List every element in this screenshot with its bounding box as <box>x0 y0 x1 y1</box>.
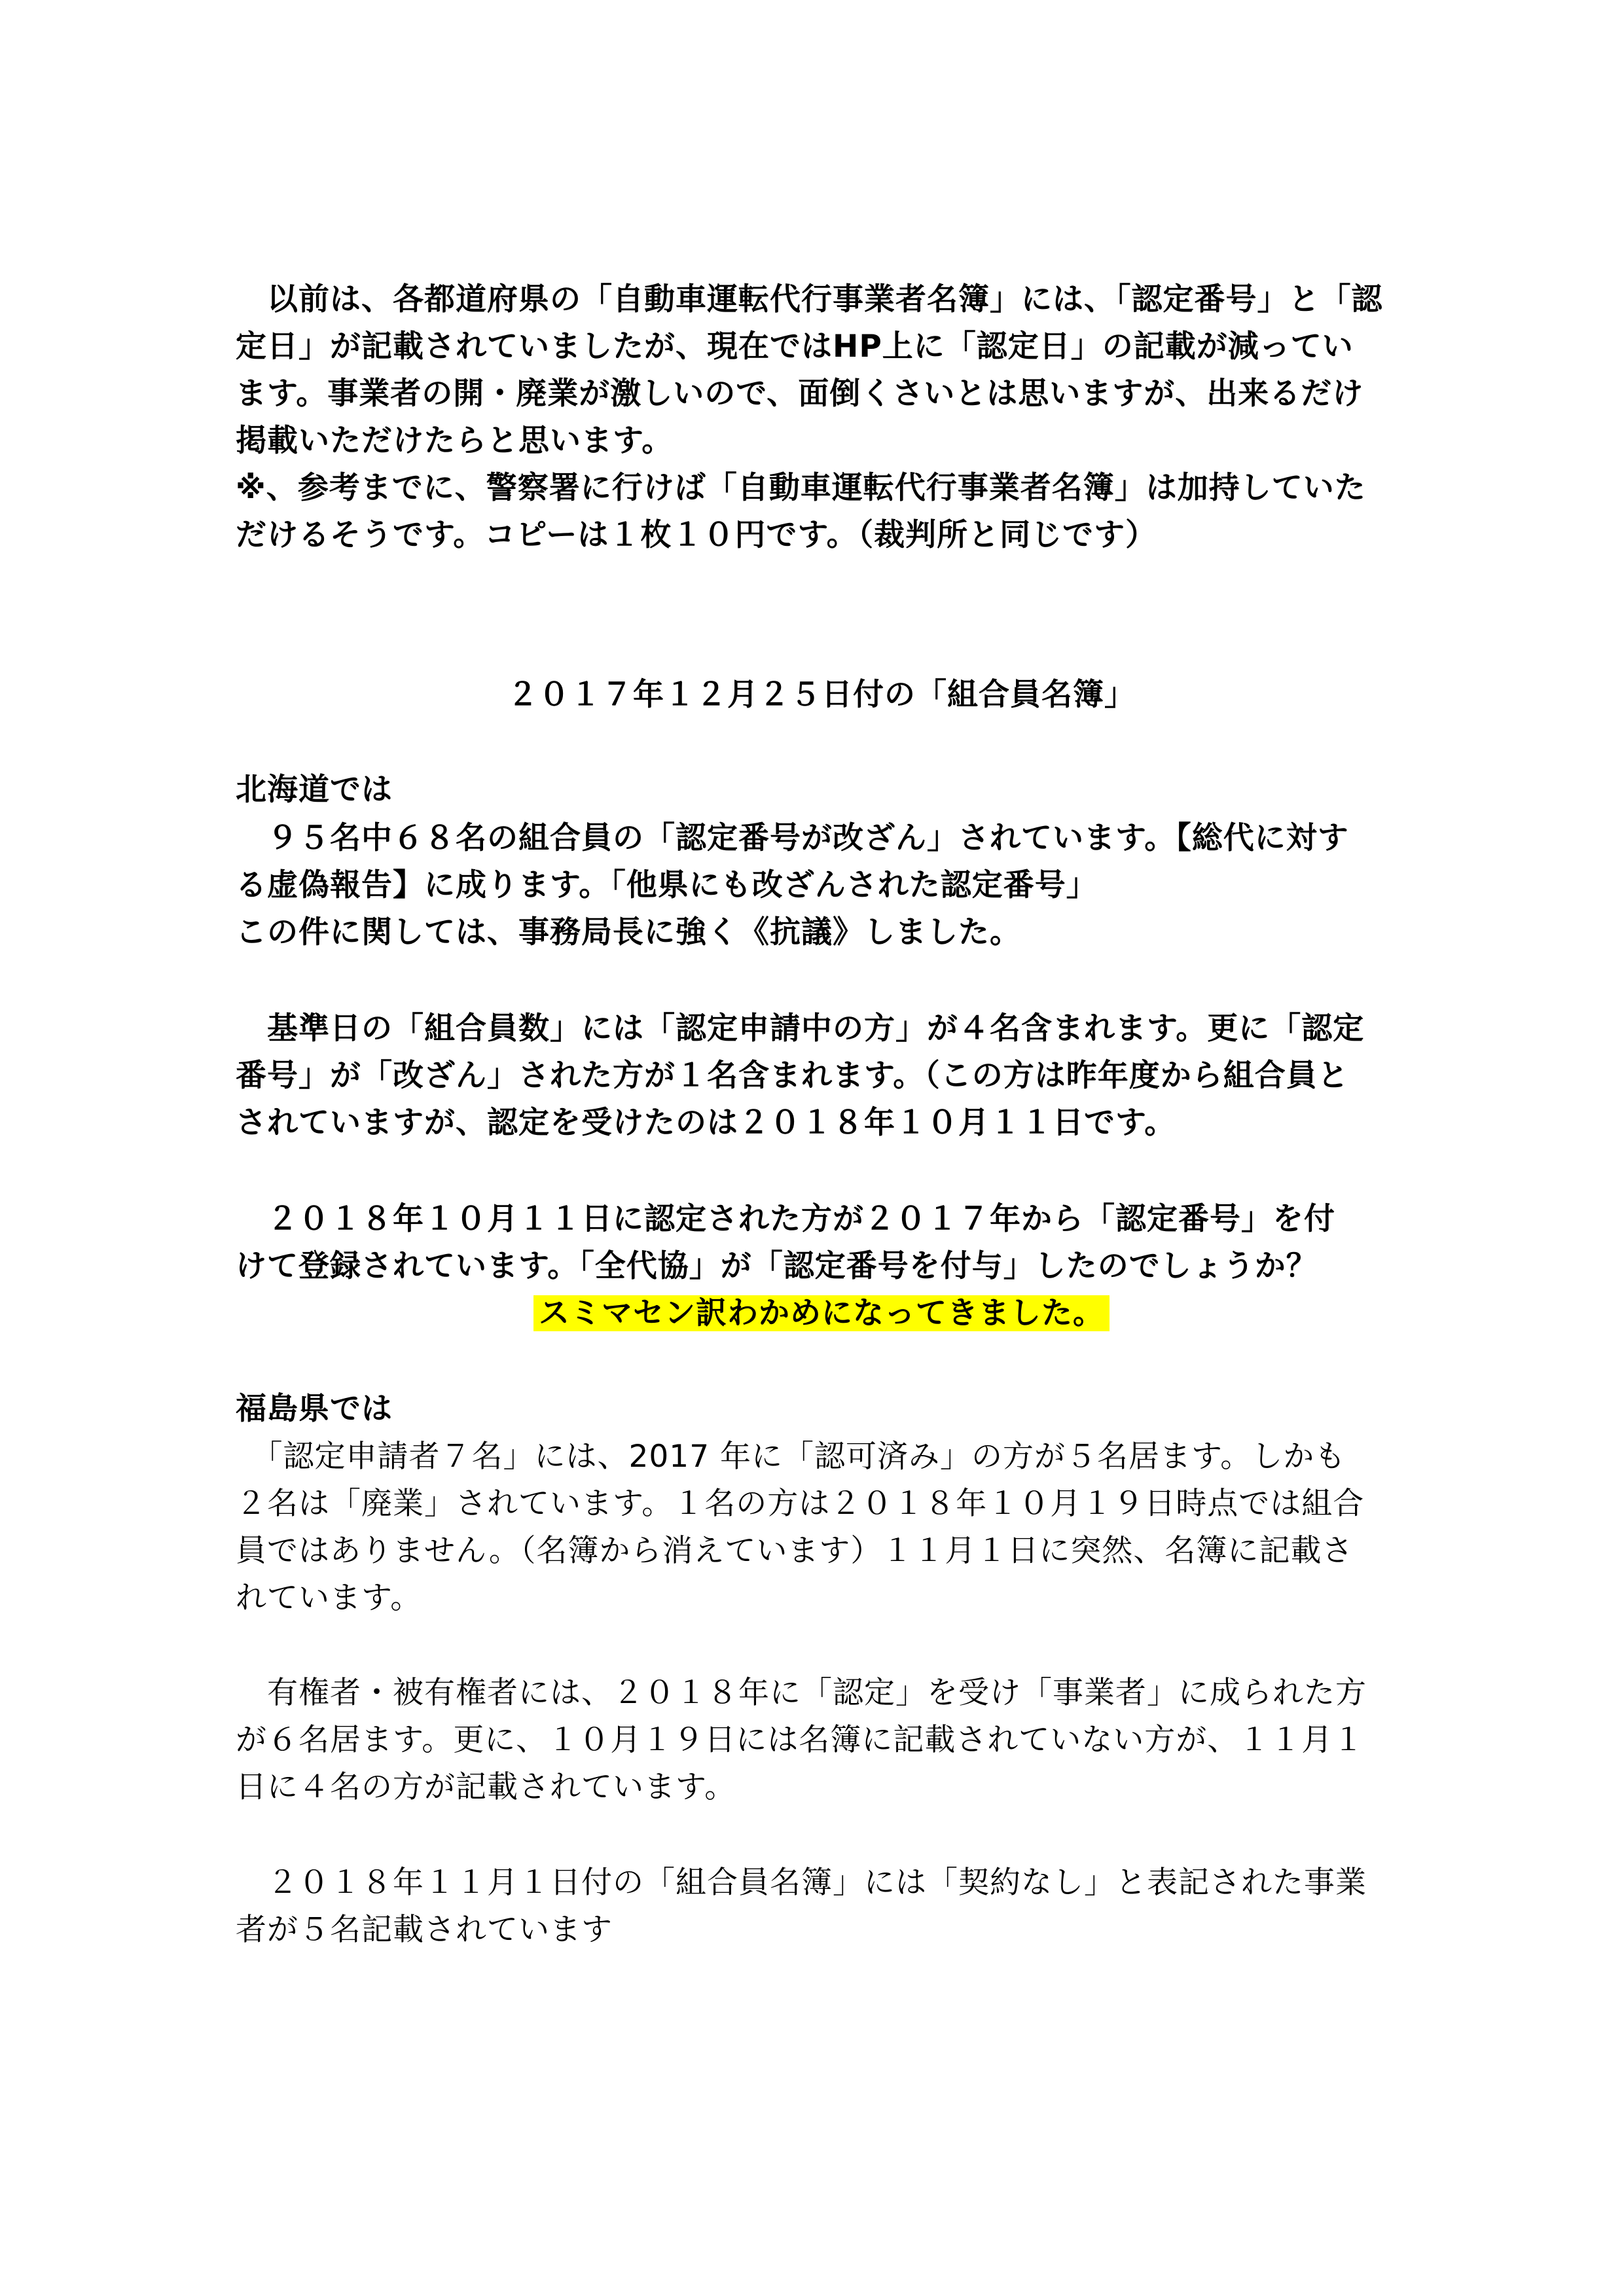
hokkaido-p2-line-1: 基準日の「組合員数」には「認定申請中の方」が４名含まれます。更に「認定 <box>236 1011 1365 1047</box>
intro-note-line-1: ※、参考までに、警察署に行けば「自動車運転代行事業者名簿」は加持していた <box>236 470 1366 506</box>
hokkaido-p3-line-1: ２０１８年１０月１１日に認定された方が２０１７年から「認定番号」を付 <box>236 1201 1335 1237</box>
highlighted-remark: スミマセン訳わかめになってきました。 <box>533 1295 1110 1331</box>
fukushima-p1-line-2: ２名は「廃業」されています。１名の方は２０１８年１０月１９日時点では組合 <box>236 1486 1365 1522</box>
intro-line-1: 以前は、各都道府県の「自動車運転代行事業者名簿」には、「認定番号」と「認 <box>236 281 1383 317</box>
fukushima-p1-line-4: れています。 <box>236 1580 422 1616</box>
hokkaido-p1-line-1: ９５名中６８名の組合員の「認定番号が改ざん」されています。【総代に対す <box>236 820 1349 856</box>
fukushima-p2-line-3: 日に４名の方が記載されています。 <box>236 1769 736 1805</box>
hokkaido-highlight-line <box>236 1294 1407 1333</box>
fukushima-p2-line-2: が６名居ます。更に、１０月１９日には名簿に記載されていない方が、１１月１ <box>236 1722 1365 1758</box>
intro-line-4: 掲載いただけたらと思います。 <box>236 423 674 459</box>
fukushima-title: 福島県では <box>236 1391 393 1427</box>
hokkaido-p1-line-3: この件に関しては、事務局長に強く《抗議》しました。 <box>236 914 1021 950</box>
fukushima-p3-line-1: ２０１８年１１月１日付の「組合員名簿」には「契約なし」と表記された事業 <box>236 1865 1367 1901</box>
hokkaido-title: 北海道では <box>236 772 393 808</box>
intro-line-2: 定日」が記載されていましたが、現在ではHP上に「認定日」の記載が減ってい <box>236 329 1354 365</box>
fukushima-p2-line-1: 有権者・被有権者には、２０１８年に「認定」を受け「事業者」に成られた方 <box>236 1675 1367 1711</box>
hokkaido-p2-line-2: 番号」が「改ざん」された方が１名含まれます。（この方は昨年度から組合員と <box>236 1058 1349 1094</box>
fukushima-p1-line-1: 「認定申請者７名」には、2017 年に「認可済み」の方が５名居ます。しかも <box>236 1439 1346 1475</box>
hokkaido-p1-line-2: る虚偽報告】に成ります。「他県にも改ざんされた認定番号」 <box>236 867 1098 903</box>
hokkaido-p3-line-2: けて登録されています。「全代協」が「認定番号を付与」したのでしょうか？ <box>236 1248 1318 1284</box>
hokkaido-p2-line-3: されていますが、認定を受けたのは２０１８年１０月１１日です。 <box>236 1105 1176 1141</box>
intro-line-3: ます。事業者の開・廃業が激しいので、面倒くさいとは思いますが、出来るだけ <box>236 376 1364 412</box>
fukushima-p1-line-3: 員ではありません。（名簿から消えています）１１月１日に突然、名簿に記載さ <box>236 1533 1354 1569</box>
section-heading: ２０１７年１２月２５日付の「組合員名簿」 <box>507 677 1136 713</box>
fukushima-p3-line-2: 者が５名記載されています <box>236 1912 613 1948</box>
intro-note-line-2: だけるそうです。コピーは１枚１０円です。（裁判所と同じです） <box>236 517 1157 553</box>
